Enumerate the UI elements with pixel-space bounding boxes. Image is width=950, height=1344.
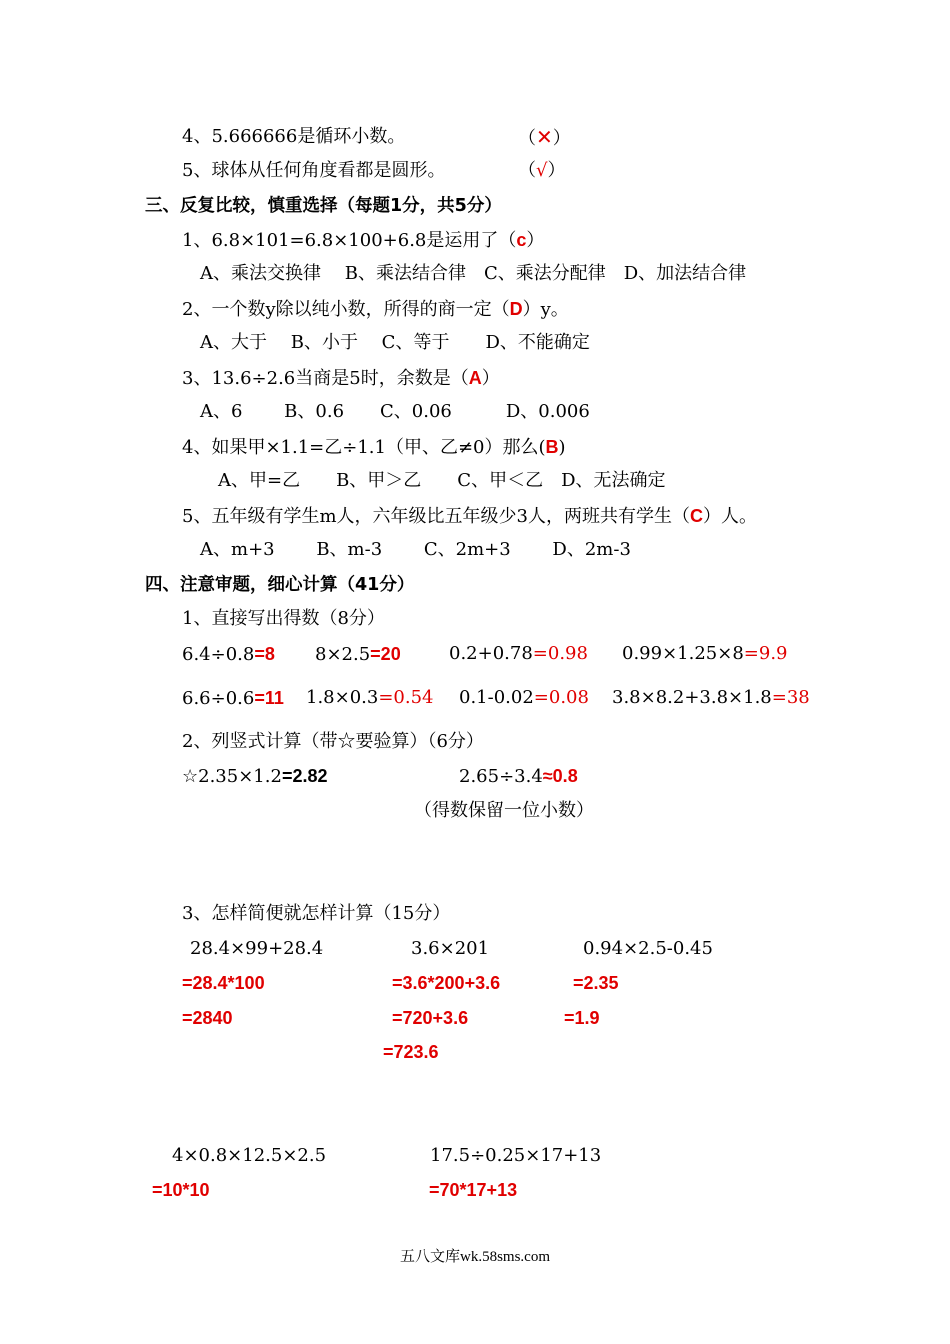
answer-3-4: B <box>545 437 559 457</box>
judge-item-4 <box>182 125 405 149</box>
question-3-5: 5、五年级有学生m人，六年级比五年级少3人，两班共有学生（C）人。 <box>182 506 757 527</box>
vertical-calc-2: 2.65÷3.4≈0.8 <box>459 766 578 787</box>
solution-step: =723.6 <box>383 1042 439 1062</box>
judge-answer-5: （√） <box>518 160 566 181</box>
options-3-3: A、6 B、0.6 C、0.06 D、0.006 <box>200 401 590 422</box>
oral-calc: 0.99×1.25×8=9.9 <box>622 643 788 664</box>
solution-step: =2840 <box>182 1008 233 1028</box>
judge-item-5 <box>182 159 445 183</box>
question-3-1: 1、6.8×101=6.8×100+6.8是运用了（c） <box>182 230 545 251</box>
judge-answer-4: （✕） <box>518 125 571 149</box>
simplify-problem-5: 17.5÷0.25×17+13 <box>430 1145 602 1166</box>
oral-calc: 0.1-0.02=0.08 <box>459 687 589 708</box>
question-3-2: 2、一个数y除以纯小数，所得的商一定（D）y。 <box>182 299 569 320</box>
solution-step: =1.9 <box>564 1008 600 1028</box>
oral-calc: 6.6÷0.6=11 <box>182 688 284 709</box>
options-3-5: A、m+3 B、m-3 C、2m+3 D、2m-3 <box>200 539 631 560</box>
rounding-note: （得数保留一位小数） <box>414 800 594 821</box>
simplify-problem-1: 28.4×99+28.4 <box>190 938 324 959</box>
answer-3-1: c <box>516 230 527 250</box>
footer-watermark: 五八文库wk.58sms.com <box>399 1249 550 1265</box>
vertical-calc-1: ☆2.35×1.2=2.82 <box>182 766 328 787</box>
check-mark: √ <box>536 160 548 181</box>
answer-3-3: A <box>468 368 482 388</box>
solution-step: =2.35 <box>573 973 619 993</box>
oral-calc: 6.4÷0.8=8 <box>182 644 275 665</box>
options-3-1: A、乘法交换律 B、乘法结合律 C、乘法分配律 D、加法结合律 <box>200 263 747 284</box>
options-3-4: A、甲=乙 B、甲＞乙 C、甲＜乙 D、无法确定 <box>218 470 666 491</box>
question-3-4: 4、如果甲×1.1=乙÷1.1（甲、乙≠0）那么(B) <box>182 437 566 458</box>
subsection-4-2: 2、列竖式计算（带☆要验算）（6分） <box>182 731 484 752</box>
oral-calc: 3.8×8.2+3.8×1.8=38 <box>612 687 810 708</box>
options-3-2: A、大于 B、小于 C、等于 D、不能确定 <box>200 332 590 353</box>
solution-step: =70*17+13 <box>429 1180 518 1200</box>
oral-calc: 1.8×0.3=0.54 <box>306 687 434 708</box>
simplify-problem-4: 4×0.8×12.5×2.5 <box>172 1145 327 1166</box>
judge-text: 5、球体从任何角度看都是圆形。 <box>182 160 446 181</box>
answer-3-2: D <box>509 299 523 319</box>
solution-step: =10*10 <box>152 1180 210 1200</box>
oral-calc: 8×2.5=20 <box>315 644 401 665</box>
subsection-4-1: 1、直接写出得数（8分） <box>182 608 385 629</box>
section-3-title: 三、反复比较，慎重选择（每题1分，共5分） <box>145 196 502 216</box>
oral-calc: 0.2+0.78=0.98 <box>449 643 588 664</box>
subsection-4-3: 3、怎样简便就怎样计算（15分） <box>182 903 451 924</box>
simplify-problem-3: 0.94×2.5-0.45 <box>583 938 713 959</box>
solution-step: =720+3.6 <box>392 1008 469 1028</box>
section-4-title: 四、注意审题，细心计算（41分） <box>145 575 415 595</box>
question-3-3: 3、13.6÷2.6当商是5时，余数是（A） <box>182 368 500 389</box>
wrong-mark: ✕ <box>536 125 553 149</box>
solution-step: =28.4*100 <box>182 973 265 993</box>
simplify-problem-2: 3.6×201 <box>411 938 490 959</box>
solution-step: =3.6*200+3.6 <box>392 973 501 993</box>
judge-text: 4、5.666666是循环小数。 <box>182 126 406 147</box>
answer-3-5: C <box>689 506 703 526</box>
